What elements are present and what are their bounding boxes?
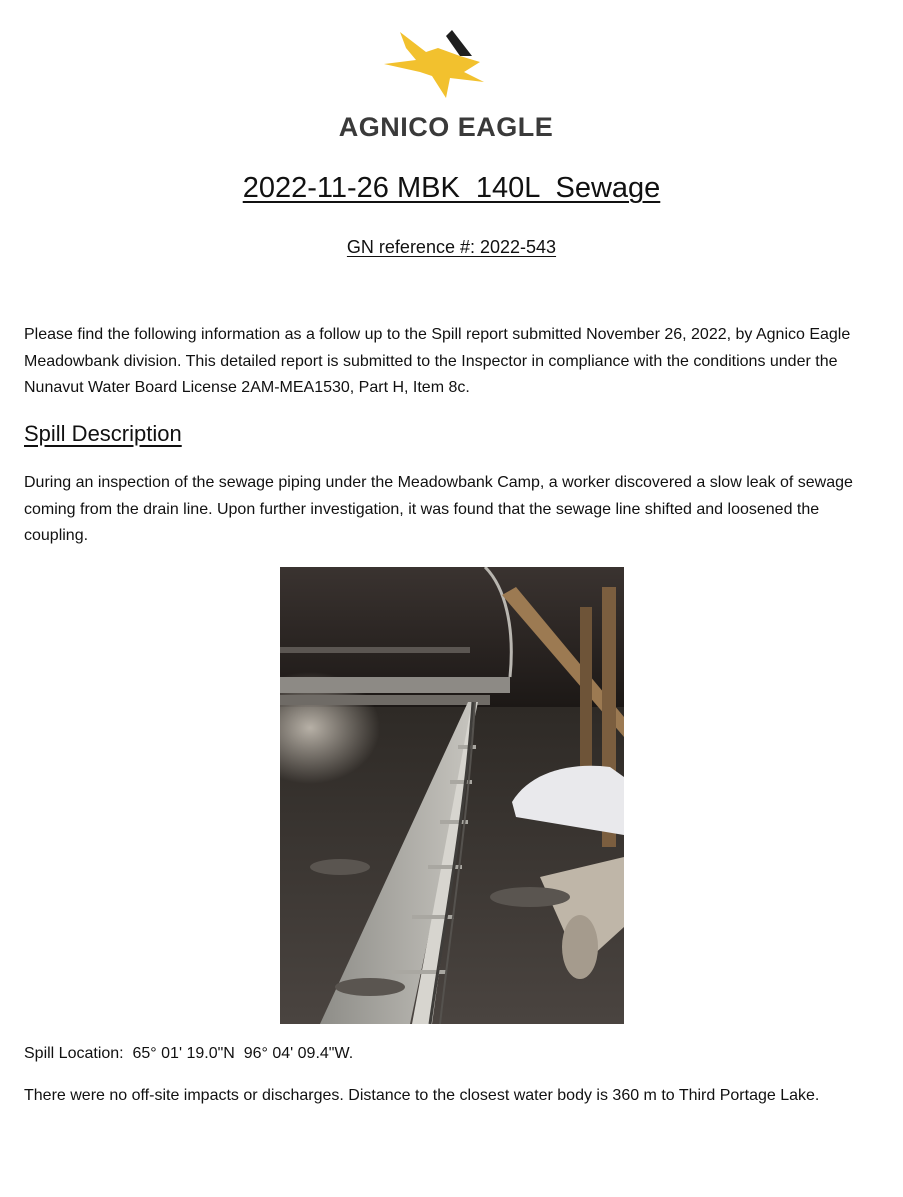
- spill-site-photo: [280, 567, 624, 1024]
- intro-paragraph: Please find the following information as a follow up to the Spill report submitted November 26, 2022, by Agnico Eagle Meadowbank division. This detailed report is submitted to the Inspector in compliance with the conditions under the Nunavut Water Board License 2AM-MEA1530, Part H, Item 8c.: [24, 326, 851, 396]
- company-wordmark: AGNICO EAGLE: [338, 112, 554, 142]
- spill-description-heading: Spill Description: [24, 421, 182, 446]
- gn-reference: GN reference #: 2022-543: [346, 237, 557, 257]
- impacts-paragraph: There were no off-site impacts or discharges. Distance to the closest water body is 360 m to Third Portage Lake.: [24, 1087, 820, 1104]
- crawl-space-photo-illustration: [280, 567, 624, 1024]
- company-logo: [0, 26, 903, 146]
- spill-description-paragraph: During an inspection of the sewage piping under the Meadowbank Camp, a worker discovered a slow leak of sewage coming from the drain line. Upon further investigation, it was found that the sewage line shifted and loosened the coupling.: [24, 474, 853, 544]
- spill-location: Spill Location: 65° 01' 19.0"N 96° 04' 09.4"W.: [24, 1045, 354, 1062]
- page-title: 2022-11-26 MBK 140L Sewage: [242, 172, 661, 204]
- eagle-logo-icon: [380, 26, 492, 100]
